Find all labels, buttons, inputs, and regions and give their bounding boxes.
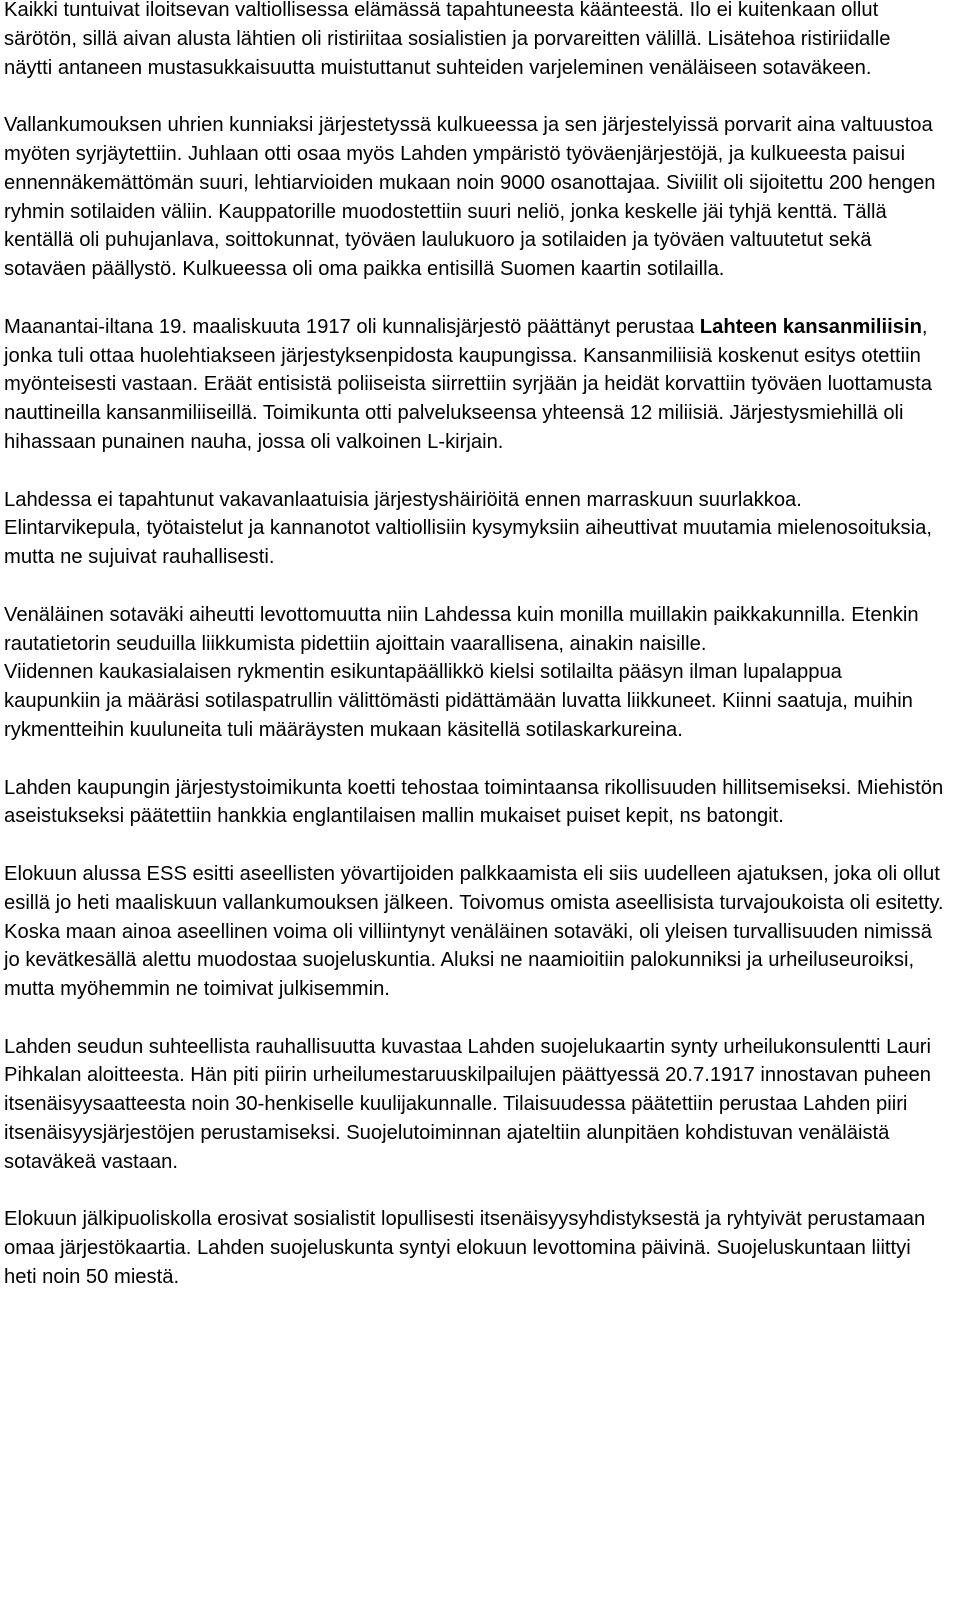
paragraph-militia-lead: Maanantai-iltana 19. maaliskuuta 1917 oli kunnalisjärjestö päättänyt perustaa: [4, 315, 700, 338]
militia-name-bold: Lahteen kansanmiliisin: [699, 315, 922, 338]
paragraph-public-order: Lahdessa ei tapahtunut vakavanlaatuisia järjestyshäiriöitä ennen marraskuun suurlakkoa. Elintarvikepula, työtaistelut ja kannanotot valtiollisiin kysymyksiin aiheuttivat muutamia mielenosoituksia, mutta ne sujuivat rauhallisesti.: [4, 488, 932, 569]
paragraph-revolution-mood: Kaikki tuntuivat iloitsevan valtiollisessa elämässä tapahtuneesta käänteestä. Ilo ei kuitenkaan ollut särötön, sillä aivan alusta lähtien oli ristiriitaa sosialistien ja porvareitten välillä. Lisätehoa ristiriidalle näytti antaneen mustasukkaisuutta muistuttanut suhteiden varjeleminen venäläiseen sotaväkeen.: [4, 0, 891, 79]
paragraph-russian-troops: Venäläinen sotaväki aiheutti levottomuutta niin Lahdessa kuin monilla muillakin paikkakunnilla. Etenkin rautatietorin seuduilla liikkumista pidettiin ajoittain vaarallisena, ainakin naisille.: [4, 603, 919, 655]
paragraph-batons: Lahden kaupungin järjestystoimikunta koetti tehostaa toimintaansa rikollisuuden hillitsemiseksi. Miehistön aseistukseksi päätettiin hankkia englantilaisen mallin mukaiset puiset kepit, ns batongit.: [4, 776, 944, 828]
paragraph-lahti-corps-founded: Elokuun jälkipuoliskolla erosivat sosialistit lopullisesti itsenäisyysyhdistyksestä ja ryhtyivät perustamaan omaa järjestökaartia. Lahden suojeluskunta syntyi elokuun levottomina päivinä. Suojeluskuntaan liittyi heti noin 50 miestä.: [4, 1208, 926, 1289]
paragraph-regiment-order: Viidennen kaukasialaisen rykmentin esikuntapäällikkö kielsi sotilailta pääsyn ilman lupalappua kaupunkiin ja määräsi sotilaspatrullin välittömästi pidättämään luvatta liikkuneet. Kiinni saatuja, muihin rykmentteihin kuuluneita tuli määräysten mukaan käsitellä sotilaskarkureina.: [4, 661, 913, 741]
paragraph-people-militia: [4, 313, 944, 457]
paragraph-pihkala-initiative: Lahden seudun suhteellista rauhallisuutta kuvastaa Lahden suojelukaartin synty urheilukonsulentti Lauri Pihkalan aloitteesta. Hän piti piirin urheilumestaruuskilpailujen päättyessä 20.7.1917 innostavan puheen itsenäisyysaatteesta noin 30-henkiselle kuulijakunnalle. Tilaisuudessa päätettiin perustaa Lahden piiri itsenäisyysjärjestöjen perustamiseksi. Suojelutoiminnan ajateltiin alunpitäen kohdistuvan venäläistä sotaväkeä vastaan.: [4, 1035, 931, 1173]
paragraph-procession: Vallankumouksen uhrien kunniaksi järjestetyssä kulkueessa ja sen järjestelyissä porvarit aina valtuustoa myöten syrjäytettiin. Juhlaan otti osaa myös Lahden ympäristö työväenjärjestöjä, ja kulkueesta paisui ennennäkemättömän suuri, lehtiarvioiden mukaan noin 9000 osanottajaa. Siviilit oli sijoitettu 200 hengen ryhmin sotilaiden väliin. Kauppatorille muodostettiin suuri neliö, jonka keskelle jäi tyhjä kenttä. Tällä kentällä oli puhujanlava, soittokunnat, työväen laulukuoro ja sotilaiden ja työväen valtuutetut sekä sotaväen päällystö. Kulkueessa oli oma paikka entisillä Suomen kaartin sotilailla.: [4, 114, 936, 281]
paragraph-militia-rest: , jonka tuli ottaa huolehtiakseen järjestyksenpidosta kaupungissa. Kansanmiliisiä koskenut esitys otettiin myönteisesti vastaan. Eräät entisistä poliiseista siirrettiin syrjään ja heidät korvattiin työväen luottamusta nauttineilla kansanmiliiseillä. Toimikunta otti palvelukseensa yhteensä 12 miliisiä. Järjestysmiehillä oli hihassaan punainen nauha, jossa oli valkoinen L-kirjain.: [4, 315, 932, 453]
paragraph-protection-corps: Koska maan ainoa aseellinen voima oli villiintynyt venäläinen sotaväki, oli yleisen turvallisuuden nimissä jo kevätkesällä alettu muodostaa suojeluskuntia. Aluksi ne naamioitiin palokunniksi ja urheiluseuroiksi, mutta myöhemmin ne toimivat julkisemmin.: [4, 920, 932, 1001]
document-page: [4, 0, 944, 1292]
paragraph-night-guards: Elokuun alussa ESS esitti aseellisten yövartijoiden palkkaamista eli siis uudelleen ajatuksen, joka oli ollut esillä jo heti maaliskuun vallankumouksen jälkeen. Toivomus omista aseellisista turvajoukoista oli esitetty.: [4, 862, 944, 914]
